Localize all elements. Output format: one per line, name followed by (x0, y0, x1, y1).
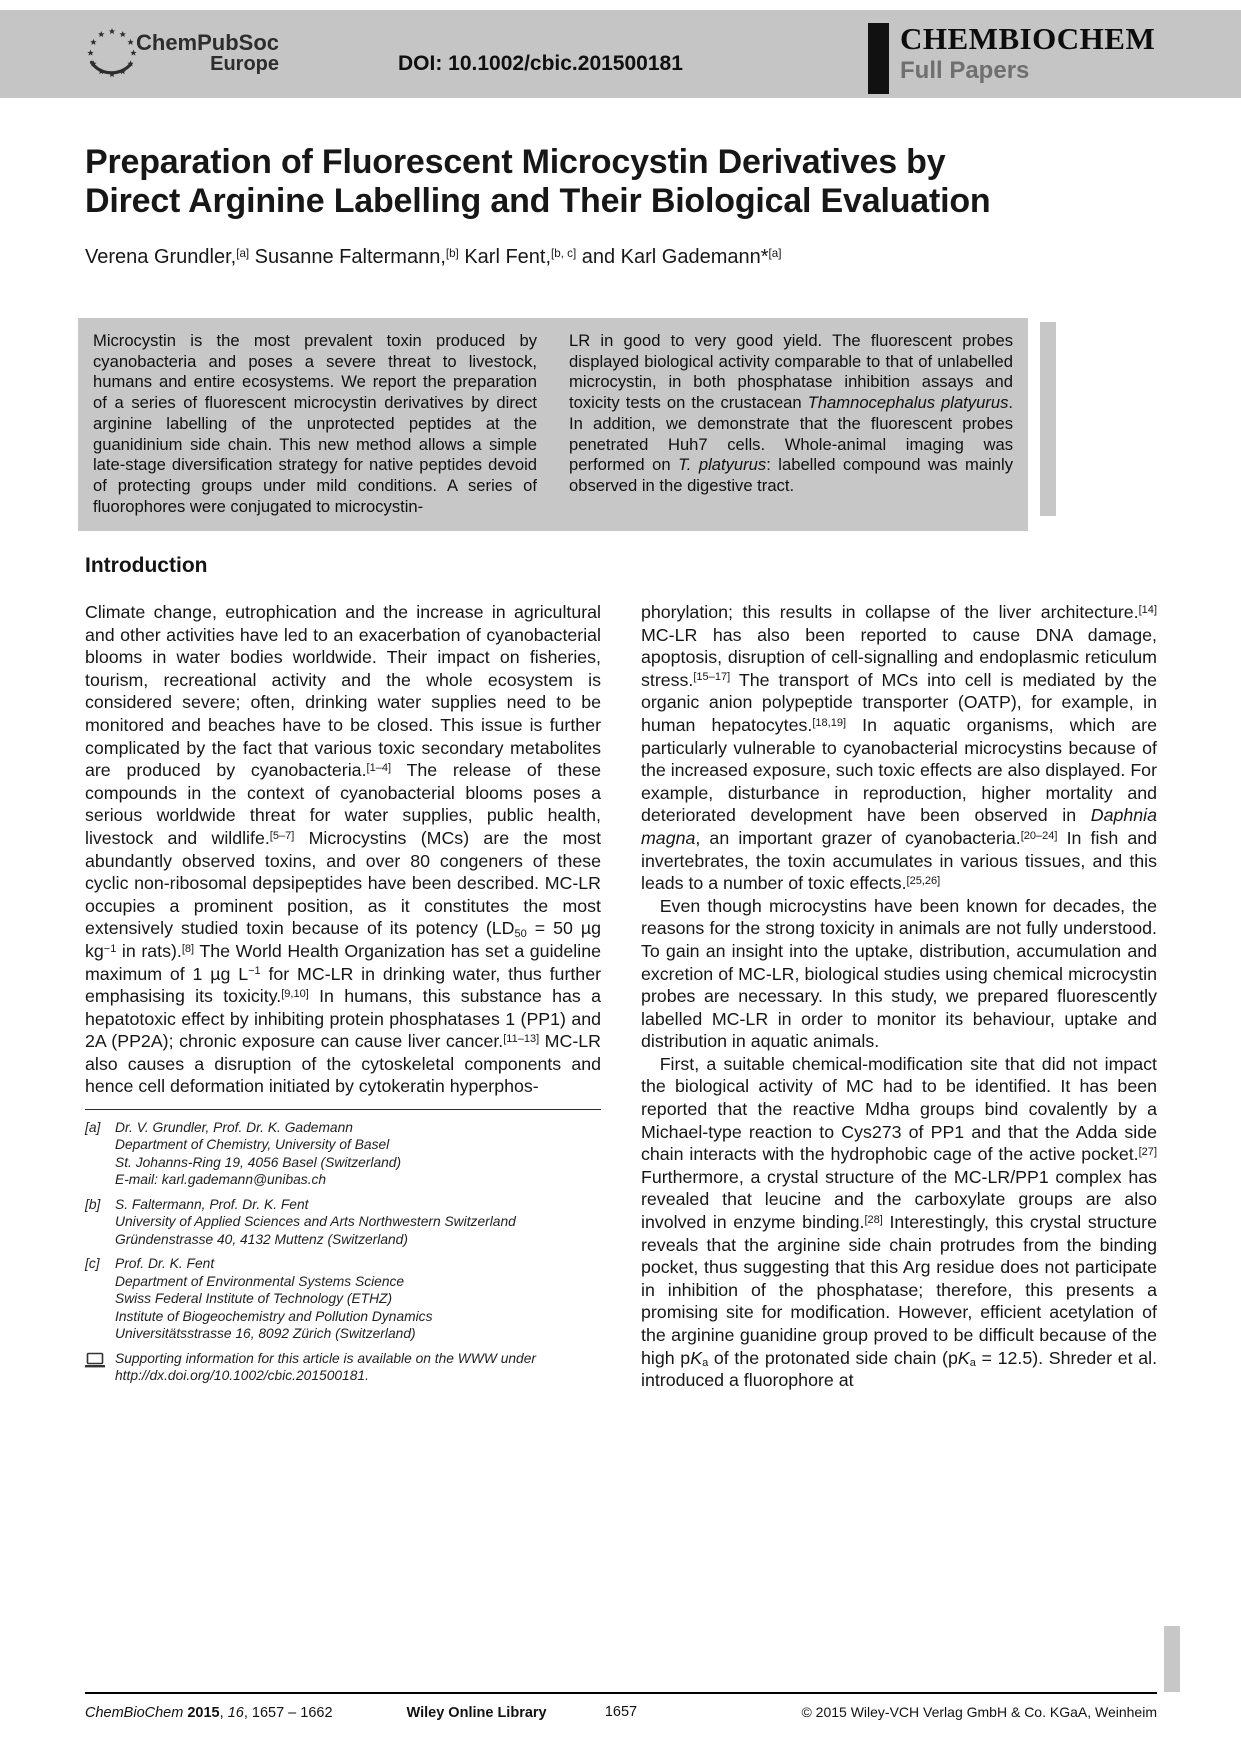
footnote-label: [a] (85, 1119, 101, 1135)
journal-ref-sep: , (219, 1705, 228, 1721)
chempubsoc-stars-icon (84, 25, 140, 81)
supporting-text: Supporting information for this article is available on the WWW under (115, 1350, 536, 1366)
journal-ref-year: 2015 (183, 1705, 220, 1721)
page-edge-tab (1164, 1626, 1180, 1692)
footnote-body (115, 1196, 601, 1249)
abstract-right-column: LR in good to very good yield. The fluorescent probes displayed biological activity comparable to that of unlabelled microcystin, in both phosphatase inhibition assays and toxicity tests on the crustacean Thamnocephalus platyurus. In addition, we demonstrate that the fluorescent probes penetrated Huh7 cells. Whole-animal imaging was performed on T. platyurus: labelled compound was mainly observed in the digestive tract. (569, 331, 1013, 496)
author-name: Susanne Faltermann, (249, 246, 446, 268)
body-columns (85, 601, 1157, 1392)
journal-name-part: BIO (998, 21, 1057, 56)
author-name: Verena Grundler, (85, 246, 237, 268)
title-line-1: Preparation of Fluorescent Microcystin Derivatives by (85, 143, 946, 181)
journal-brand-text (900, 23, 1155, 94)
footnote-b (85, 1196, 601, 1249)
footnote-line: Institute of Biogeochemistry and Pollution Dynamics (115, 1308, 433, 1324)
journal-section: Full Papers (900, 56, 1030, 84)
publisher-name: ChemPubSoc (136, 29, 280, 55)
footnote-label: [c] (85, 1256, 100, 1272)
title-line-2: Direct Arginine Labelling and Their Biological Evaluation (85, 181, 991, 220)
section-heading-introduction: Introduction (85, 554, 208, 577)
publisher-name-block (136, 29, 280, 76)
footnote-body (115, 1255, 601, 1343)
body-paragraph: Climate change, eutrophication and the increase in agricultural and other activities have led to an exacerbation of cyanobacterial blooms in water bodies worldwide. Their impact on fisheries, tourism, recreational activity and the whole ecosystem is considered severe; often, drinking water supplies need to be monitored and beaches have to be closed. This issue is further complicated by the fact that various toxic secondary metabolites are produced by cyanobacteria.[1–4] The release of these compounds in the context of cyanobacterial blooms poses a serious worldwide threat for water supplies, public health, livestock and wildlife.[5–7] Microcystins (MCs) are the most abundantly observed toxins, and over 80 congeners of these cyclic non-ribosomal depsipeptides have been described. MC-LR occupies a prominent position, as it constitutes the most extensively studied toxin because of its potency ($LD_{50} = 50$ µg $kg^{-1}$ in rats).[8] The World Health Organization has set a guideline maximum of 1 µg $L^{-1}$ for MC-LR in drinking water, thus further emphasising its toxicity.[9,10] In humans, this substance has a hepatotoxic effect by inhibiting protein phosphatases 1 (PP1) and 2A (PP2A); chronic exposure can cause liver cancer.[11–13] MC-LR also causes a disruption of the cytoskeletal components and hence cell deformation initiated by cytokeratin hyperphos- (85, 602, 602, 1097)
body-paragraph: phorylation; this results in collapse of the liver architecture.[14] MC-LR has also been reported to cause DNA damage, apoptosis, disruption of cell-signalling and endoplasmic reticulum stress.[15–17] The transport of MCs into cell is mediated by the organic anion polypeptide transporter (OATP), for example, in human hepatocytes.[18,19] In aquatic organisms, which are particularly vulnerable to cyanobacterial microcystins because of the increased exposure, such toxic effects are also displayed. For example, disturbance in reproduction, higher mortality and deteriorated development have been observed in Daphnia magna, an important grazer of cyanobacteria.[20–24] In fish and invertebrates, the toxin accumulates in various tissues, and this leads to a number of toxic effects.[25,26] (641, 602, 1157, 894)
supporting-info (85, 1350, 601, 1385)
journal-brand (868, 23, 1155, 94)
journal-name-part: CHEM (1056, 21, 1156, 56)
article-title (85, 143, 1160, 221)
journal-ref-title: ChemBioChem (85, 1705, 184, 1721)
left-column (85, 601, 601, 1392)
supporting-url-link[interactable]: http://dx.doi.org/10.1002/cbic.201500181. (115, 1368, 369, 1384)
supporting-body (115, 1350, 601, 1385)
footnote-line: University of Applied Sciences and Arts Northwestern Switzerland (115, 1214, 516, 1230)
journal-name-part: CHEM (900, 21, 999, 56)
footnote-line: St. Johanns-Ring 19, 4056 Basel (Switzerland) (115, 1154, 402, 1170)
footnote-label: [b] (85, 1196, 101, 1212)
author-affiliation-mark: [b] (445, 246, 459, 260)
abstract-box (78, 318, 1028, 531)
footnote-line: S. Faltermann, Prof. Dr. K. Fent (115, 1196, 309, 1212)
abstract-left-column: Microcystin is the most prevalent toxin produced by cyanobacteria and poses a severe threat to livestock, humans and entire ecosystems. We report the preparation of a series of fluorescent microcystin derivatives by direct arginine labelling of the unprotected peptides at the guanidinium side chain. This new method allows a simple late-stage diversification strategy for native peptides devoid of protecting groups under mild conditions. A series of fluorophores were conjugated to microcystin- (93, 331, 537, 516)
footnote-body (115, 1119, 601, 1189)
footnote-line: Swiss Federal Institute of Technology (ETHZ) (115, 1291, 393, 1307)
author-affiliation-mark: [a] (768, 246, 782, 260)
page-number: 1657 (604, 1704, 638, 1720)
journal-name (900, 23, 1155, 56)
footnote-line: Prof. Dr. K. Fent (115, 1256, 215, 1272)
header-band (0, 10, 1241, 98)
footnotes (85, 1109, 601, 1392)
author-name: Karl Fent, (458, 246, 552, 268)
footnote-a (85, 1119, 601, 1189)
publisher-region: Europe (210, 53, 280, 76)
footnote-email-link[interactable]: E-mail: karl.gademann@unibas.ch (115, 1172, 327, 1188)
wiley-online-library-label: Wiley Online Library (406, 1705, 547, 1721)
doi-text: DOI: 10.1002/cbic.201500181 (398, 52, 683, 75)
authors-line (85, 246, 781, 269)
footnote-c (85, 1255, 601, 1343)
body-paragraph: First, a suitable chemical-modification site that did not impact the biological activity of MC had to be identified. It has been reported that the reactive Mdha groups bind covalently by a Michael-type reaction to Cys273 of PP1 and that the Adda side chain interacts with the hydrophobic cage of the active pocket.[27] Furthermore, a crystal structure of the MC-LR/PP1 complex has revealed that leucine and the carboxylate groups are also involved in enzyme binding.[28] Interestingly, this crystal structure reveals that the arginine side chain protrudes from the binding pocket, thus suggesting that this Arg residue does not participate in inhibition of the phosphatase; therefore, this presents a promising site for modification. However, efficient acetylation of the arginine guanidine group proved to be difficult because of the high $pK_a$ of the protonated side chain $(pK_a = 12.5)$. Shreder et al. introduced a fluorophore at (641, 1053, 1158, 1391)
right-column (641, 601, 1157, 1392)
copyright-notice: © 2015 Wiley-VCH Verlag GmbH & Co. KGaA, Weinheim (801, 1704, 1157, 1720)
author-affiliation-mark: [a] (236, 246, 250, 260)
footnote-line: Department of Chemistry, University of Basel (115, 1137, 390, 1153)
author-name: and Karl Gademann* (576, 246, 769, 268)
footnote-line: Department of Environmental Systems Science (115, 1273, 405, 1289)
journal-ref-volume: 16 (227, 1705, 244, 1721)
document-icon (85, 1350, 106, 1385)
footnote-line: Dr. V. Grundler, Prof. Dr. K. Gademann (115, 1119, 353, 1135)
brand-bar (868, 23, 889, 94)
page-footer (85, 1692, 1157, 1721)
footnote-line: Universitätsstrasse 16, 8092 Zürich (Switzerland) (115, 1326, 416, 1342)
author-affiliation-mark: [b, c] (551, 246, 577, 260)
body-paragraph: Even though microcystins have been known for decades, the reasons for the strong toxicity in animals are not fully understood. To gain an insight into the uptake, distribution, accumulation and excretion of MC-LR, biological studies using chemical microcystin probes are necessary. In this study, we prepared fluorescently labelled MC-LR in order to monitor its behaviour, uptake and distribution in aquatic animals. (641, 895, 1157, 1052)
footnote-line: Gründenstrasse 40, 4132 Muttenz (Switzerland) (115, 1231, 408, 1247)
journal-ref-pages: , 1657 – 1662 (243, 1705, 333, 1721)
publisher-logo (84, 25, 279, 81)
abstract-edge-bar (1040, 322, 1056, 516)
